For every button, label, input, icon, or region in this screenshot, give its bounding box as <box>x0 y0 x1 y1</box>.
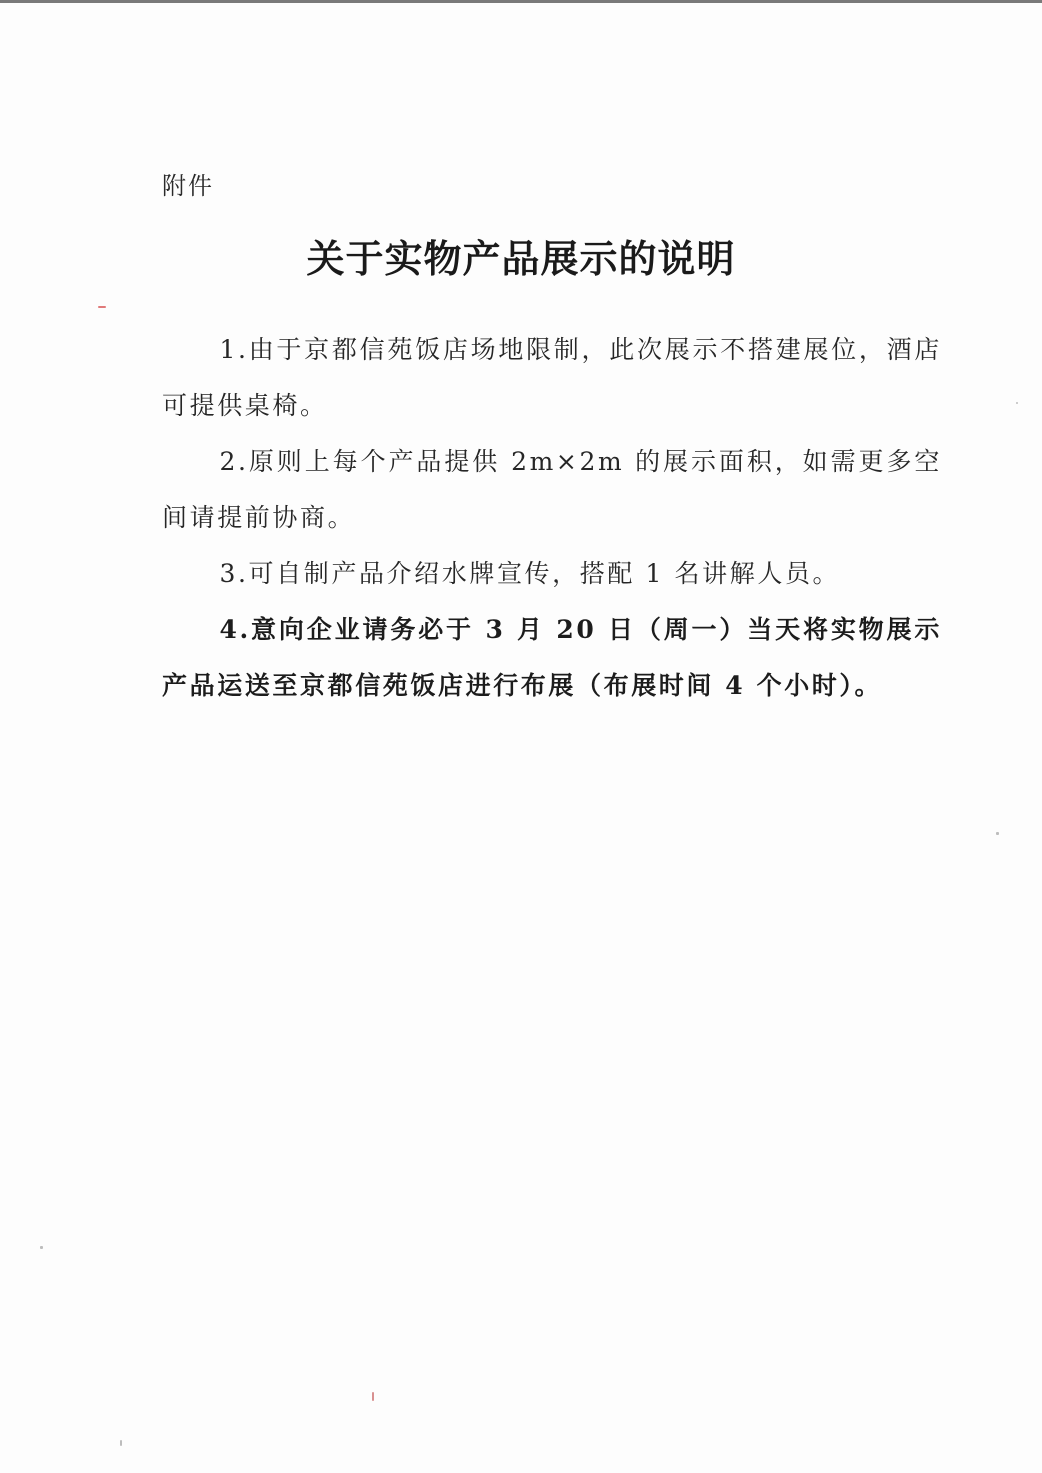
paragraph-2: 2.原则上每个产品提供 2m×2m 的展示面积，如需更多空间请提前协商。 <box>162 447 942 532</box>
document-title: 关于实物产品展示的说明 <box>306 236 736 281</box>
scan-speck <box>98 306 106 308</box>
attachment-label: 附件 <box>162 172 214 200</box>
paragraph-4: 4.意向企业请务必于 3 月 20 日（周一）当天将实物展示产品运送至京都信苑饭店进行布展（布展时间 4 个小时）。 <box>162 615 942 700</box>
paragraph-1: 1.由于京都信苑饭店场地限制，此次展示不搭建展位，酒店可提供桌椅。 <box>162 335 942 420</box>
scan-speck <box>372 1392 374 1401</box>
scan-speck <box>120 1440 122 1446</box>
document-body <box>162 322 942 714</box>
scan-speck <box>1016 402 1018 404</box>
scan-top-edge <box>0 0 1042 3</box>
paragraph-3: 3.可自制产品介绍水牌宣传，搭配 1 名讲解人员。 <box>219 559 841 588</box>
scan-speck <box>40 1246 43 1249</box>
scan-speck <box>996 832 999 835</box>
